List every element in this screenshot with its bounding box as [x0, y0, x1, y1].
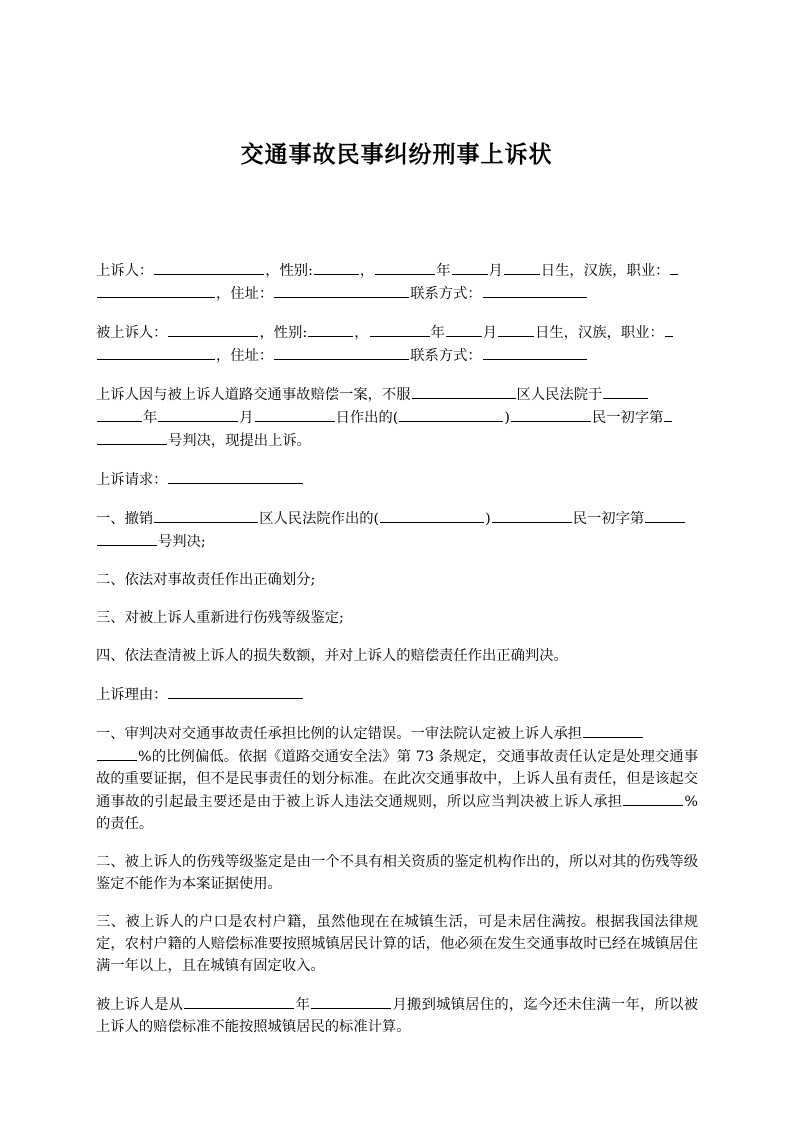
reason-text: %的比例偏低。依据《道路交通安全法》第 73 条规定，交通事故责任认定是处理交通事故的重要证据，但不是民事责任的划分标准。在此次交通事故中，上诉人虽有责任，但是该起交通事故的引起最主要还是由于被上诉人违法交通规则，所以应当判决被上诉人承担 [96, 749, 698, 810]
judgment-day-blank[interactable] [255, 406, 335, 422]
month-label: 月 [239, 410, 254, 426]
appellee-responsibility-blank[interactable] [623, 790, 683, 806]
reason-text: 被上诉人是从 [96, 997, 184, 1013]
appellee-gender-label: ，性别: [259, 325, 308, 341]
reason-4 [96, 993, 698, 1038]
appellee-contact-blank[interactable] [483, 344, 587, 360]
appellee-birth-day-blank[interactable] [498, 321, 534, 337]
revoke-number-blank-2[interactable] [97, 530, 157, 546]
intro-text: 日作出的( [335, 410, 399, 426]
appellee-info [96, 321, 698, 367]
appellant-birth-day-blank[interactable] [504, 259, 540, 275]
case-number-blank-2[interactable] [97, 429, 167, 445]
document-title: 交通事故民事纠纷刑事上诉状 [240, 141, 553, 168]
appellant-contact-blank[interactable] [483, 282, 587, 298]
appellant-gender-label: ，性别: [265, 263, 313, 279]
reasons-heading [96, 683, 698, 706]
separator: ， [354, 325, 369, 341]
appellee-ratio-blank-1[interactable] [583, 722, 643, 738]
year-label: 年 [143, 410, 158, 426]
revoke-number-blank-1[interactable] [645, 507, 685, 523]
appellee-address-blank[interactable] [274, 344, 409, 360]
intro-text: 上诉人因与被上诉人道路交通事故赔偿一案，不服 [96, 387, 411, 403]
case-year-blank[interactable] [399, 406, 503, 422]
separator: ， [359, 263, 375, 279]
appellant-info [96, 259, 698, 305]
intro-text: ) [504, 410, 510, 426]
requests-heading-label: 上诉请求： [96, 472, 168, 488]
move-year-blank[interactable] [184, 993, 294, 1009]
appellant-occupation-blank-2[interactable] [97, 282, 215, 298]
request-1 [96, 507, 698, 553]
document-body [96, 259, 698, 1054]
judgment-year-blank-1[interactable] [603, 383, 648, 399]
appellant-address-blank[interactable] [274, 282, 409, 298]
revoke-court-blank[interactable] [154, 507, 258, 523]
reasons-heading-label: 上诉理由： [96, 687, 168, 703]
year-label: 年 [430, 325, 445, 341]
case-court-blank[interactable] [511, 406, 591, 422]
intro-paragraph [96, 383, 698, 452]
year-label: 年 [295, 997, 311, 1013]
requests-heading [96, 468, 698, 491]
appellee-address-label: ，住址： [216, 348, 274, 364]
appellant-address-label: ，住址： [216, 286, 274, 302]
request-text: ) [485, 511, 491, 527]
judgment-year-blank-2[interactable] [97, 406, 142, 422]
request-3: 三、对被上诉人重新进行伤残等级鉴定; [96, 610, 344, 626]
appellee-occupation-blank[interactable] [665, 321, 673, 337]
intro-text: 号判决，现提出上诉。 [168, 433, 311, 449]
request-text: 一、撤销 [96, 511, 154, 527]
reason-2: 二、被上诉人的伤残等级鉴定是由一个不具有相关资质的鉴定机构作出的，所以对其的伤残等级鉴定不能作为本案证据使用。 [96, 854, 698, 892]
request-text: 民一初字第 [572, 511, 645, 527]
request-text: 号判决; [158, 534, 206, 550]
requests-blank[interactable] [168, 468, 303, 484]
appellee-occupation-blank-2[interactable] [97, 344, 215, 360]
month-label: 月 [482, 325, 498, 341]
reason-text: 一、审判决对交通事故责任承担比例的认定错误。一审法院认定被上诉人承担 [96, 726, 583, 742]
reason-text: %的责任。 [96, 794, 698, 832]
appellant-label: 上诉人： [96, 263, 154, 279]
appellee-birth-label: 日生，汉族，职业： [535, 325, 664, 341]
reason-text: 月搬到城镇居住的，迄今还未住满一年，所以被上诉人的赔偿标准不能按照城镇居民的标准计算。 [96, 997, 699, 1035]
intro-text: 区人民法院于 [516, 387, 603, 403]
judgment-month-blank[interactable] [158, 406, 238, 422]
appellee-name-blank[interactable] [168, 321, 258, 337]
move-month-blank[interactable] [311, 993, 391, 1009]
appellant-name-blank[interactable] [154, 259, 264, 275]
appellant-birth-label: 日生，汉族，职业： [540, 263, 670, 279]
appellee-label: 被上诉人： [96, 325, 168, 341]
appellant-birth-year-blank[interactable] [375, 259, 435, 275]
request-text: 区人民法院作出的( [259, 511, 380, 527]
case-number-blank-1[interactable] [664, 406, 672, 422]
reason-1 [96, 722, 698, 835]
reason-3: 三、被上诉人的户口是农村户籍，虽然他现在在城镇生活，可是未居住满按。根据我国法律规定，农村户籍的人赔偿标准要按照城镇居民计算的话，他必须在发生交通事故时已经在城镇居住满一年以上，且在城镇有固定收入。 [96, 914, 698, 974]
month-label: 月 [488, 263, 503, 279]
appellant-occupation-blank[interactable] [670, 259, 678, 275]
request-2: 二、依法对事故责任作出正确划分; [96, 572, 316, 588]
year-label: 年 [436, 263, 451, 279]
appellant-contact-label: 联系方式： [410, 286, 482, 302]
appellee-gender-blank[interactable] [308, 321, 353, 337]
court-district-blank[interactable] [412, 383, 516, 399]
appellant-birth-month-blank[interactable] [452, 259, 488, 275]
reasons-blank[interactable] [168, 683, 303, 699]
appellant-gender-blank[interactable] [314, 259, 359, 275]
revoke-year-blank[interactable] [380, 507, 484, 523]
request-4: 四、依法查清被上诉人的损失数额，并对上诉人的赔偿责任作出正确判决。 [96, 648, 568, 664]
appellee-birth-year-blank[interactable] [370, 321, 430, 337]
appellee-birth-month-blank[interactable] [446, 321, 482, 337]
appellee-ratio-blank-2[interactable] [97, 745, 137, 761]
revoke-court-code-blank[interactable] [492, 507, 572, 523]
appellee-contact-label: 联系方式： [410, 348, 482, 364]
intro-text: 民一初字第 [591, 410, 664, 426]
